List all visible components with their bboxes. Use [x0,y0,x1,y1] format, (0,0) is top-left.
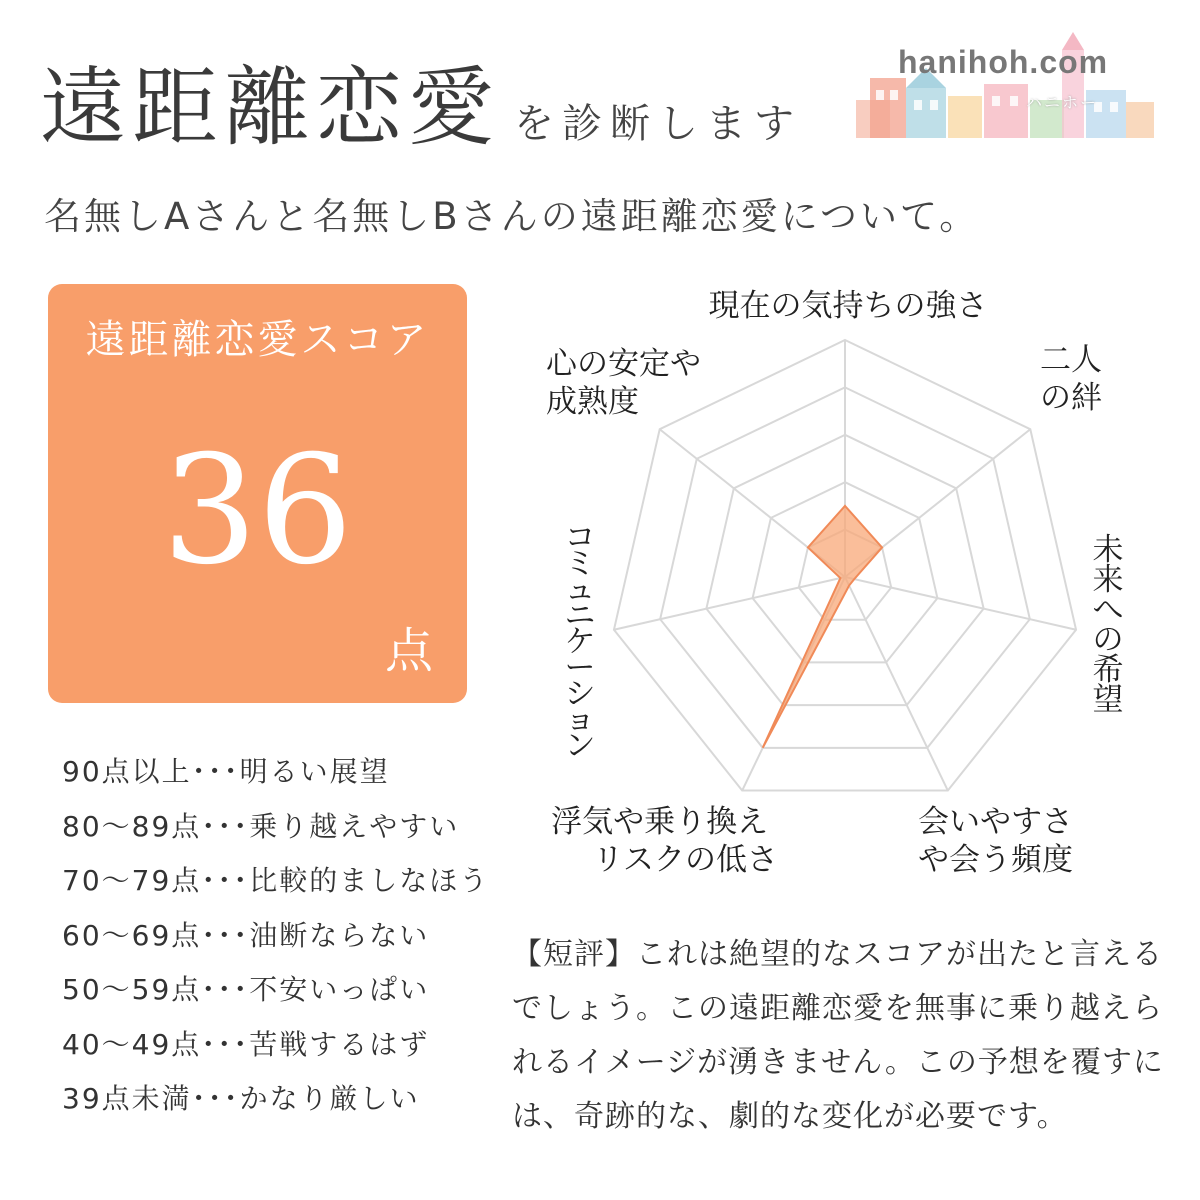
axis-label-char: ミ [564,546,596,582]
radar-axis-line [845,577,948,791]
axis-label-char: ー [564,650,596,686]
site-logo[interactable] [848,30,1158,140]
axis-label-char: 希 [1092,652,1124,688]
page-title [40,38,802,162]
legend-item: 90点以上･･･明るい展望 [62,755,390,788]
axis-label-char: 望 [1092,682,1124,718]
axis-label-line: や会う頻度 [918,842,1073,878]
radar-labels [546,288,1124,878]
axis-label-char: ョ [564,702,596,738]
legend-item: 39点未満･･･かなり厳しい [62,1082,420,1115]
axis-label-line: 成熟度 [546,384,639,420]
score-unit: 点 [384,623,433,679]
axis-label-bond [1040,342,1112,416]
radar-data [763,506,882,748]
axis-label-char: ュ [564,572,596,608]
diagnosis-subject: 名無しAさんと名無しBさんの遠距離恋愛について。 [44,195,980,238]
axis-label-line: 現在の気持ちの強さ [708,288,988,324]
score-value: 36 [162,424,353,598]
axis-label-communication [565,520,596,764]
axis-label-cheating-risk [551,804,778,878]
axis-label-future [1093,532,1124,718]
axis-label-char: シ [564,676,596,712]
axis-label-char: 来 [1092,562,1124,598]
axis-label-line: 会いやすさ [918,804,1073,840]
axis-label-char: ン [564,728,596,764]
score-label: 遠距離恋愛スコア [85,317,430,363]
axis-label-char: ケ [564,624,596,660]
legend-item: 50〜59点･･･不安いっぱい [62,973,430,1006]
radar-series-area [763,506,882,748]
axis-label-meeting [918,804,1083,878]
logo-text: hanihoh.com [898,44,1109,80]
axis-label-char: 未 [1092,532,1124,568]
legend-item: 70〜79点･･･比較的ましなほう [62,864,490,897]
axis-label-line: リスクの低さ [592,842,778,878]
axis-label-line: の絆 [1040,380,1102,416]
title-sub: を診断します [514,101,802,147]
title-main: 遠距離恋愛 [40,58,500,158]
axis-label-line: 浮気や乗り換え [551,804,769,840]
radar-chart [540,270,1190,910]
legend-item: 80〜89点･･･乗り越えやすい [62,809,460,843]
score-card [48,284,467,703]
short-review: 【短評】これは絶望的なスコアが出たと言えるでしょう。この遠距離恋愛を無事に乗り越えられるイメージが湧きません。この予想を覆すには、奇跡的な、劇的な変化が必要です。 [512,937,1164,1134]
axis-label-feelings [709,288,988,324]
legend-item: 40〜49点･･･苦戦するはず [62,1027,430,1061]
logo-subtext: ハニホー [1026,93,1099,112]
score-legend [62,745,489,1127]
axis-label-line: 心の安定や [546,346,701,382]
legend-item: 60〜69点･･･油断ならない [62,918,430,952]
axis-label-char: コ [564,520,596,556]
axis-label-char: へ [1092,592,1124,628]
axis-label-char: ニ [564,598,596,634]
axis-label-line: 二人 [1040,342,1102,378]
axis-label-stability [546,346,711,420]
axis-label-char: の [1092,622,1124,658]
